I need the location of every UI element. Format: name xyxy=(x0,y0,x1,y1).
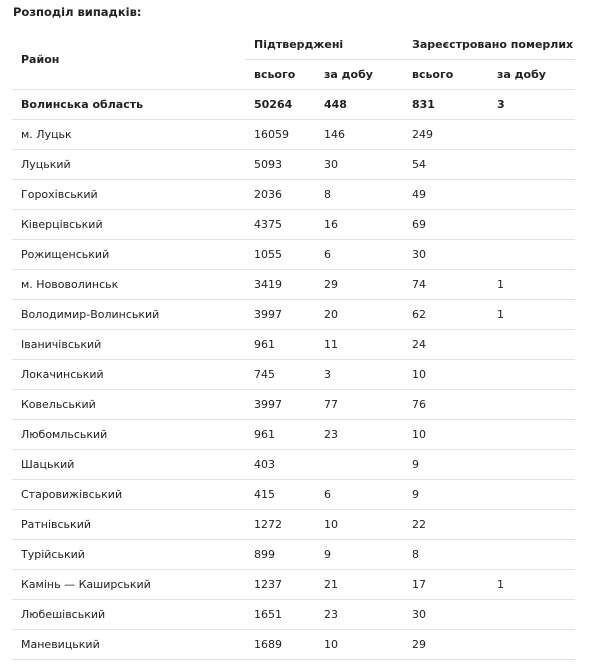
cell-confirmed-daily: 23 xyxy=(315,600,403,630)
cell-deaths-total: 30 xyxy=(403,600,488,630)
cell-deaths-total: 17 xyxy=(403,570,488,600)
cell-deaths-total: 54 xyxy=(403,150,488,180)
cell-confirmed-total: 745 xyxy=(245,360,315,390)
table-row xyxy=(12,450,575,480)
cell-deaths-daily xyxy=(488,600,575,630)
cell-confirmed-daily: 448 xyxy=(315,90,403,120)
cell-confirmed-daily: 16 xyxy=(315,210,403,240)
cell-district: Любомльський xyxy=(12,420,245,450)
cell-deaths-total: 76 xyxy=(403,390,488,420)
table-row xyxy=(12,330,575,360)
cell-confirmed-daily: 77 xyxy=(315,390,403,420)
cell-confirmed-daily: 11 xyxy=(315,330,403,360)
cell-confirmed-daily: 23 xyxy=(315,420,403,450)
cell-confirmed-total: 1272 xyxy=(245,510,315,540)
header-confirmed: Підтверджені xyxy=(245,30,403,60)
header-confirmed-total: всього xyxy=(245,60,315,90)
cell-deaths-daily xyxy=(488,150,575,180)
table-row xyxy=(12,390,575,420)
cell-district: м. Луцьк xyxy=(12,120,245,150)
cell-confirmed-total: 5093 xyxy=(245,150,315,180)
cell-district: Рожищенський xyxy=(12,240,245,270)
cell-confirmed-total: 1237 xyxy=(245,570,315,600)
cell-confirmed-daily: 30 xyxy=(315,150,403,180)
cell-confirmed-daily: 3 xyxy=(315,360,403,390)
cell-deaths-daily: 1 xyxy=(488,300,575,330)
cell-deaths-daily xyxy=(488,450,575,480)
header-confirmed-daily: за добу xyxy=(315,60,403,90)
cell-deaths-daily xyxy=(488,210,575,240)
table-row xyxy=(12,600,575,630)
cell-deaths-total: 24 xyxy=(403,330,488,360)
cell-district: Волинська область xyxy=(12,90,245,120)
cell-deaths-daily xyxy=(488,630,575,660)
table-row xyxy=(12,300,575,330)
cell-district: Ковельський xyxy=(12,390,245,420)
cell-confirmed-total: 3419 xyxy=(245,270,315,300)
cell-confirmed-total: 961 xyxy=(245,420,315,450)
cell-confirmed-total: 899 xyxy=(245,540,315,570)
cell-deaths-daily xyxy=(488,180,575,210)
cell-district: Старовижівський xyxy=(12,480,245,510)
cell-confirmed-daily: 6 xyxy=(315,480,403,510)
cell-confirmed-daily: 9 xyxy=(315,540,403,570)
table-row xyxy=(12,630,575,660)
table-row xyxy=(12,270,575,300)
cell-confirmed-total: 415 xyxy=(245,480,315,510)
cell-deaths-daily xyxy=(488,360,575,390)
table-row xyxy=(12,360,575,390)
cell-district: м. Нововолинськ xyxy=(12,270,245,300)
cell-deaths-total: 30 xyxy=(403,240,488,270)
cell-district: Шацький xyxy=(12,450,245,480)
cell-deaths-daily xyxy=(488,240,575,270)
cell-confirmed-total: 16059 xyxy=(245,120,315,150)
table-row xyxy=(12,570,575,600)
table-row xyxy=(12,420,575,450)
section-caption: Розподіл випадків: xyxy=(13,5,142,19)
table-row xyxy=(12,240,575,270)
cell-confirmed-total: 1055 xyxy=(245,240,315,270)
cell-deaths-total: 10 xyxy=(403,420,488,450)
cell-deaths-total: 62 xyxy=(403,300,488,330)
table-row-total xyxy=(12,90,575,120)
cell-deaths-total: 22 xyxy=(403,510,488,540)
cell-district: Ківерцівський xyxy=(12,210,245,240)
cell-confirmed-daily: 10 xyxy=(315,630,403,660)
cell-confirmed-total: 1651 xyxy=(245,600,315,630)
cell-deaths-daily xyxy=(488,390,575,420)
cell-confirmed-total: 4375 xyxy=(245,210,315,240)
cell-confirmed-daily xyxy=(315,450,403,480)
cell-deaths-total: 69 xyxy=(403,210,488,240)
cell-deaths-daily xyxy=(488,510,575,540)
cell-deaths-daily: 3 xyxy=(488,90,575,120)
cell-district: Ратнівський xyxy=(12,510,245,540)
cell-deaths-total: 9 xyxy=(403,450,488,480)
cell-confirmed-daily: 10 xyxy=(315,510,403,540)
table-row xyxy=(12,540,575,570)
table-row xyxy=(12,210,575,240)
cell-deaths-total: 249 xyxy=(403,120,488,150)
cell-confirmed-daily: 146 xyxy=(315,120,403,150)
header-deaths-total: всього xyxy=(403,60,488,90)
cell-deaths-total: 74 xyxy=(403,270,488,300)
cell-district: Любешівський xyxy=(12,600,245,630)
cell-deaths-daily: 1 xyxy=(488,570,575,600)
cell-deaths-daily xyxy=(488,540,575,570)
cell-deaths-total: 29 xyxy=(403,630,488,660)
cell-confirmed-total: 3997 xyxy=(245,390,315,420)
cell-deaths-total: 49 xyxy=(403,180,488,210)
table-row xyxy=(12,180,575,210)
table-header xyxy=(12,30,575,90)
cell-district: Горохівський xyxy=(12,180,245,210)
cell-deaths-daily xyxy=(488,120,575,150)
table-row xyxy=(12,480,575,510)
cell-deaths-total: 8 xyxy=(403,540,488,570)
cell-district: Турійський xyxy=(12,540,245,570)
cell-confirmed-daily: 6 xyxy=(315,240,403,270)
cell-confirmed-total: 3997 xyxy=(245,300,315,330)
cell-confirmed-total: 961 xyxy=(245,330,315,360)
cell-deaths-daily xyxy=(488,330,575,360)
table-body xyxy=(12,90,575,660)
table-row xyxy=(12,120,575,150)
cell-deaths-daily: 1 xyxy=(488,270,575,300)
cell-district: Луцький xyxy=(12,150,245,180)
cell-confirmed-total: 50264 xyxy=(245,90,315,120)
cell-district: Володимир-Волинський xyxy=(12,300,245,330)
header-deaths: Зареєстровано померлих xyxy=(403,30,575,60)
cell-deaths-total: 831 xyxy=(403,90,488,120)
cell-confirmed-daily: 20 xyxy=(315,300,403,330)
cell-district: Іваничівський xyxy=(12,330,245,360)
table-row xyxy=(12,150,575,180)
cell-confirmed-daily: 21 xyxy=(315,570,403,600)
header-district: Район xyxy=(12,30,245,90)
cell-district: Маневицький xyxy=(12,630,245,660)
cell-confirmed-daily: 29 xyxy=(315,270,403,300)
cell-district: Локачинський xyxy=(12,360,245,390)
cell-district: Камінь — Каширський xyxy=(12,570,245,600)
cell-confirmed-total: 403 xyxy=(245,450,315,480)
cell-confirmed-total: 2036 xyxy=(245,180,315,210)
cell-confirmed-total: 1689 xyxy=(245,630,315,660)
cell-deaths-total: 10 xyxy=(403,360,488,390)
cell-deaths-daily xyxy=(488,420,575,450)
header-deaths-daily: за добу xyxy=(488,60,575,90)
cell-confirmed-daily: 8 xyxy=(315,180,403,210)
cell-deaths-total: 9 xyxy=(403,480,488,510)
cell-deaths-daily xyxy=(488,480,575,510)
table-row xyxy=(12,510,575,540)
cases-table xyxy=(12,30,575,660)
